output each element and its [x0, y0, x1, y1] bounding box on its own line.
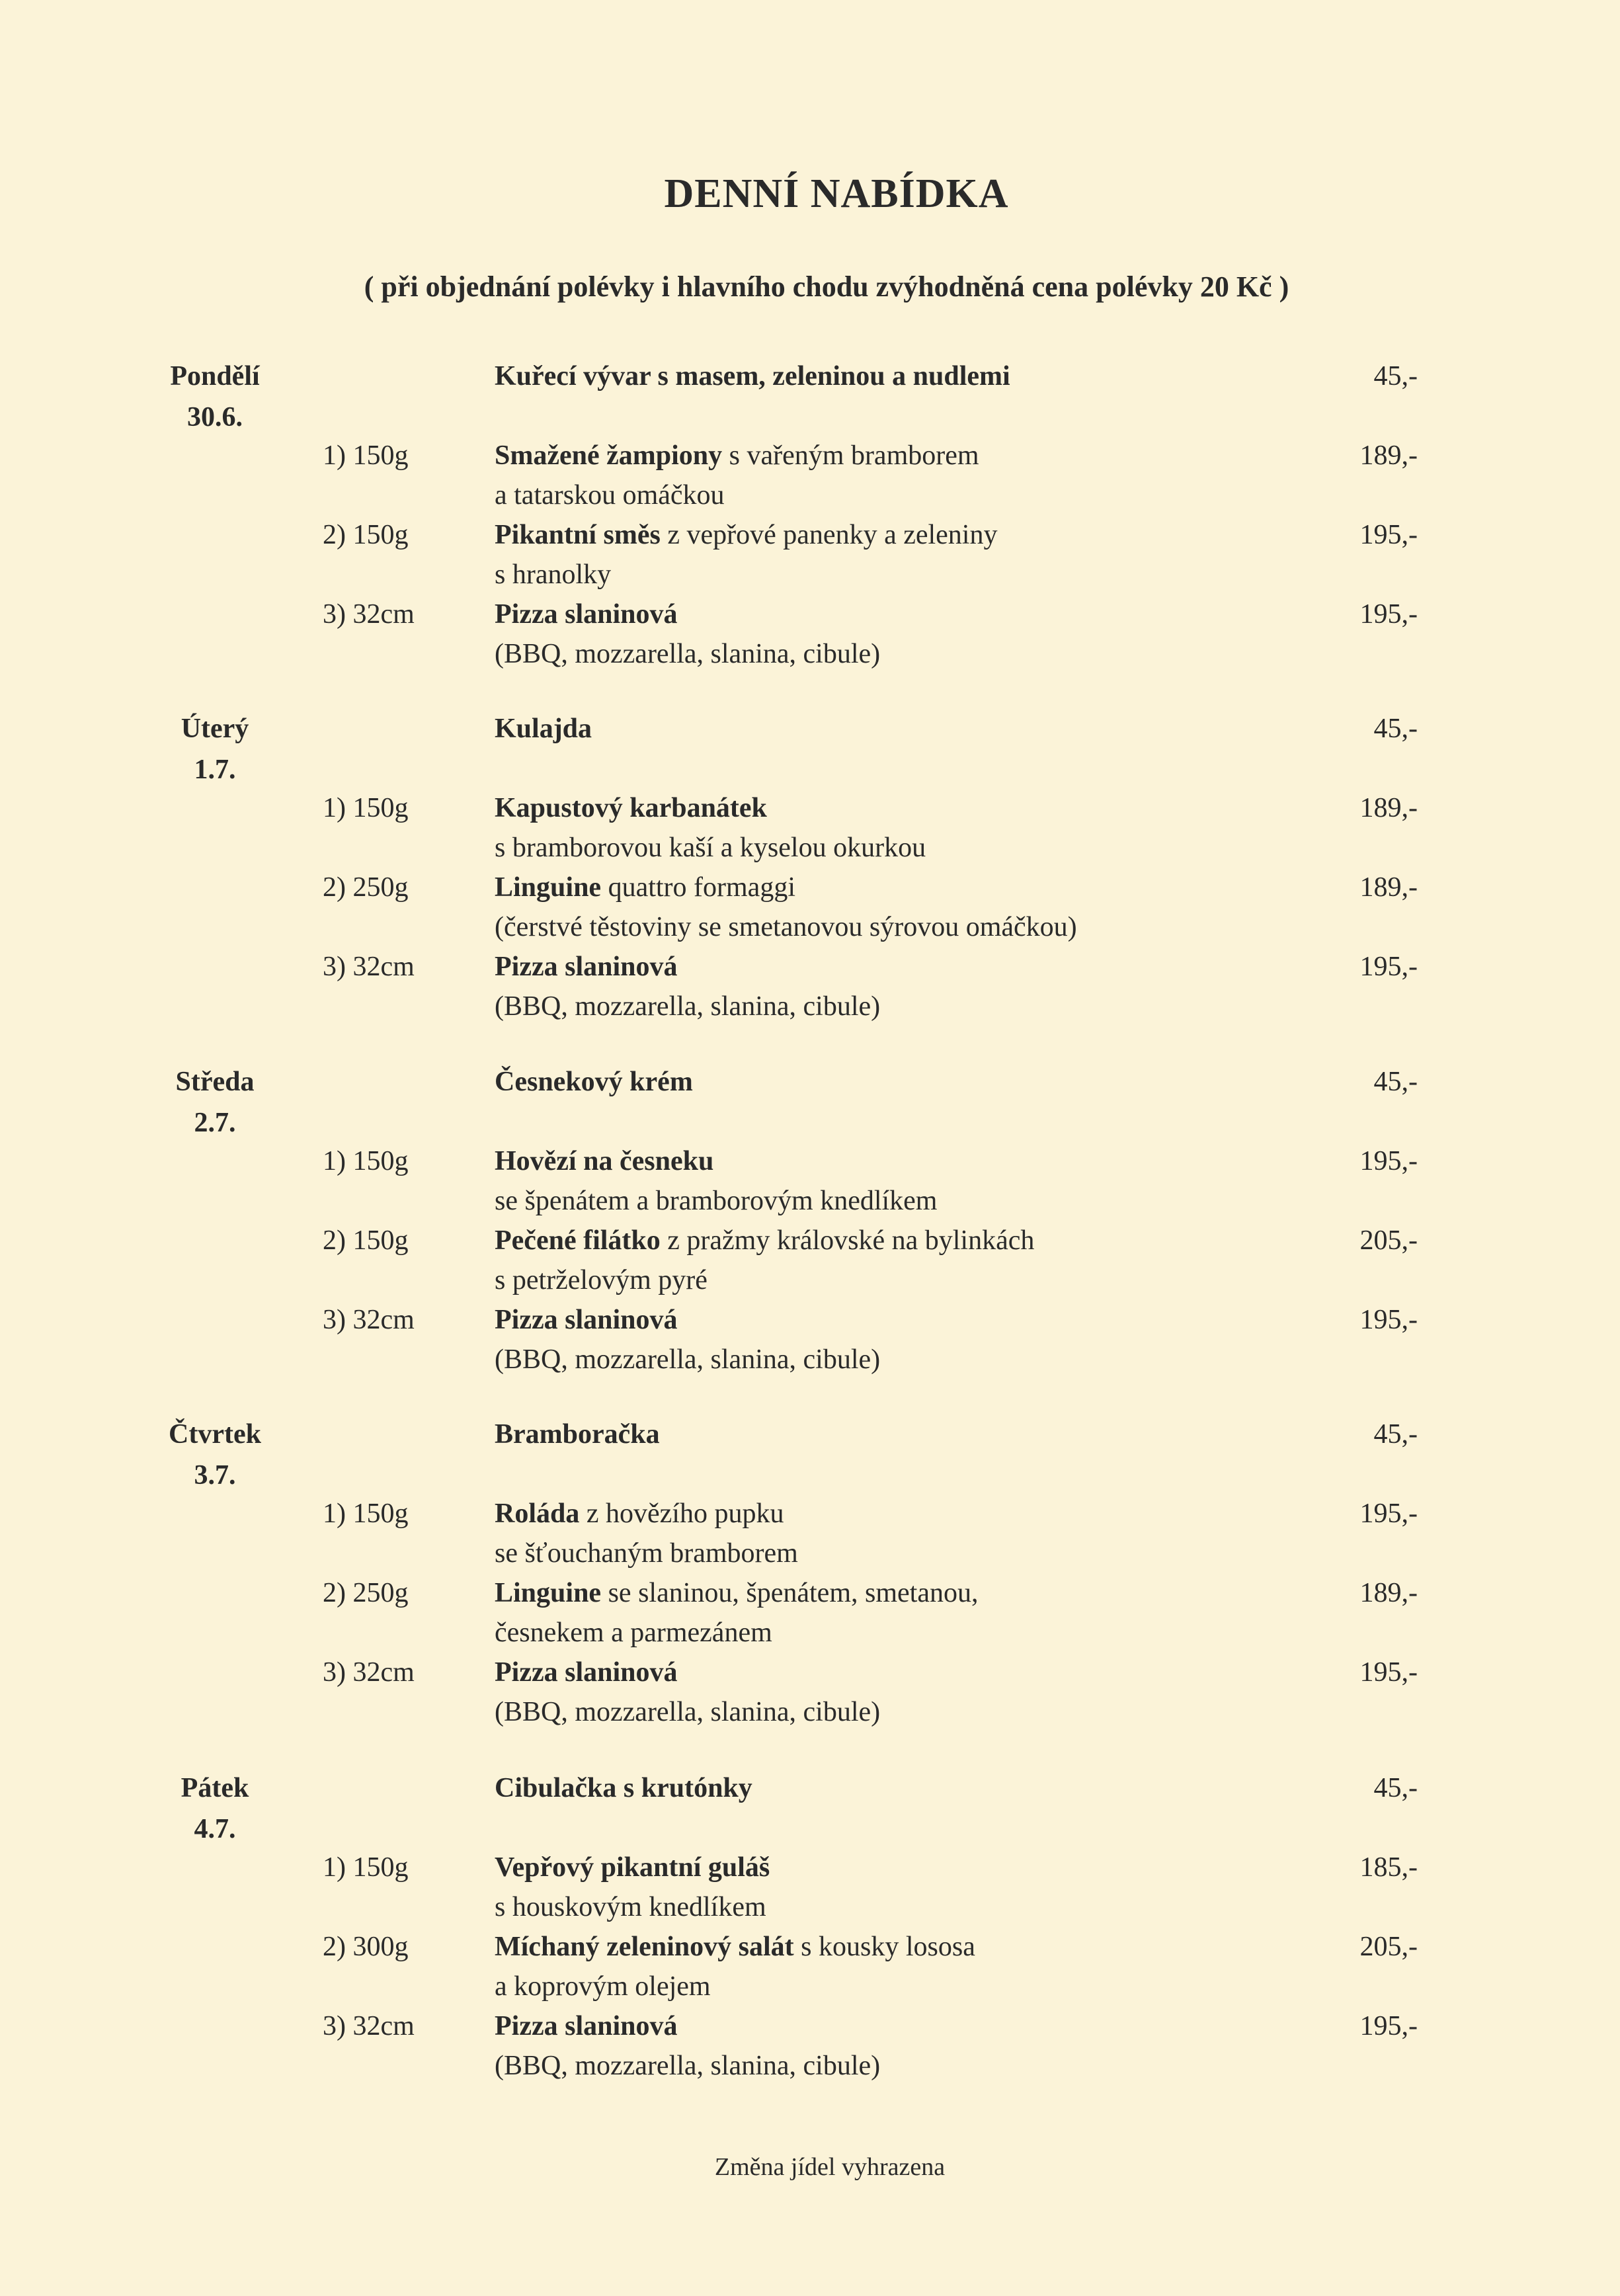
meal-number: 2)	[323, 520, 346, 550]
meal-price: 195,-	[1359, 1657, 1418, 1688]
day-date: 3.7.	[194, 1460, 236, 1491]
meal-price: 189,-	[1359, 1578, 1418, 1608]
meal-weight: 150g	[352, 440, 409, 471]
day-date: 2.7.	[194, 1108, 236, 1138]
meal-name-rest: s vařeným bramborem	[722, 440, 979, 471]
meal-quantity	[323, 792, 409, 824]
meal-description: (BBQ, mozzarella, slanina, cibule)	[495, 2051, 881, 2081]
meal-name-bold: Míchaný zeleninový salát	[495, 1932, 794, 1962]
meal-price: 189,-	[1359, 793, 1418, 823]
meal-name-bold: Roláda	[495, 1498, 580, 1529]
meal-name-rest: z hovězího pupku	[579, 1498, 784, 1529]
meal-name-bold: Pizza slaninová	[495, 2011, 678, 2041]
meal-description: se šťouchaným bramborem	[495, 1538, 798, 1569]
meal-price: 195,-	[1359, 952, 1418, 982]
meal-name-rest: quattro formaggi	[601, 872, 795, 903]
meal-price: 195,-	[1359, 599, 1418, 630]
day-name: Středa	[175, 1067, 255, 1097]
meal-weight: 32cm	[352, 1305, 415, 1335]
meal-weight: 150g	[352, 1852, 409, 1883]
meal-number: 1)	[323, 793, 346, 823]
meal-name	[495, 1145, 713, 1177]
meal-name-bold: Linguine	[495, 1578, 602, 1608]
meal-name-bold: Smažené žampiony	[495, 440, 723, 471]
meal-name-bold: Hovězí na česneku	[495, 1146, 714, 1176]
meal-name	[495, 872, 795, 903]
meal-price: 189,-	[1359, 440, 1418, 471]
meal-price: 185,-	[1359, 1852, 1418, 1883]
meal-quantity	[323, 598, 415, 630]
meal-name-bold: Pečené filátko	[495, 1225, 661, 1256]
meal-name-bold: Pizza slaninová	[495, 599, 678, 630]
meal-name	[495, 1657, 678, 1688]
meal-description: (BBQ, mozzarella, slanina, cibule)	[495, 991, 881, 1022]
soup-price: 45,-	[1373, 1067, 1418, 1097]
day-date: 30.6.	[187, 402, 243, 432]
meal-name-rest: z vepřové panenky a zeleniny	[660, 520, 998, 550]
meal-number: 1)	[323, 1852, 346, 1883]
day-name: Úterý	[181, 714, 249, 744]
meal-quantity	[323, 1657, 415, 1688]
meal-name-rest: z pražmy královské na bylinkách	[660, 1225, 1035, 1256]
soup-name: Kulajda	[495, 714, 592, 744]
meal-name	[495, 519, 997, 551]
meal-weight: 32cm	[352, 1657, 415, 1688]
meal-number: 3)	[323, 1305, 346, 1335]
meal-quantity	[323, 2010, 415, 2042]
meal-weight: 300g	[352, 1932, 409, 1962]
day-name: Pátek	[181, 1773, 249, 1803]
meal-description: (BBQ, mozzarella, slanina, cibule)	[495, 1344, 881, 1375]
meal-number: 3)	[323, 952, 346, 982]
meal-description: s hranolky	[495, 559, 612, 590]
meal-quantity	[323, 872, 409, 903]
meal-description: česnekem a parmezánem	[495, 1618, 772, 1648]
meal-weight: 150g	[352, 1225, 409, 1256]
day-name: Pondělí	[170, 361, 260, 391]
meal-number: 2)	[323, 872, 346, 903]
meal-quantity	[323, 1577, 409, 1609]
meal-name	[495, 792, 767, 824]
soup-name: Česnekový krém	[495, 1067, 693, 1097]
meal-description: a koprovým olejem	[495, 1971, 711, 2002]
meal-description: s houskovým knedlíkem	[495, 1892, 766, 1922]
meal-name-bold: Linguine	[495, 872, 602, 903]
day-date: 1.7.	[194, 755, 236, 785]
soup-price: 45,-	[1373, 1419, 1418, 1450]
meal-description: (BBQ, mozzarella, slanina, cibule)	[495, 1697, 881, 1727]
meal-price: 205,-	[1359, 1225, 1418, 1256]
meal-price: 195,-	[1359, 520, 1418, 550]
meal-quantity	[323, 1498, 409, 1530]
meal-name-bold: Pizza slaninová	[495, 1305, 678, 1335]
meal-name-bold: Vepřový pikantní guláš	[495, 1852, 770, 1883]
meal-description: s bramborovou kaší a kyselou okurkou	[495, 833, 926, 863]
soup-price: 45,-	[1373, 1773, 1418, 1803]
meal-name	[495, 1931, 975, 1963]
soup-name: Cibulačka s krutónky	[495, 1773, 752, 1803]
soup-price: 45,-	[1373, 714, 1418, 744]
day-date: 4.7.	[194, 1814, 236, 1844]
meal-name-bold: Pikantní směs	[495, 520, 661, 550]
meal-price: 195,-	[1359, 1498, 1418, 1529]
meal-name-bold: Kapustový karbanátek	[495, 793, 767, 823]
page-subtitle: ( při objednání polévky i hlavního chodu zvýhodněná cena polévky 20 Kč )	[364, 270, 1289, 303]
meal-name	[495, 2010, 678, 2042]
meal-name	[495, 1498, 784, 1530]
meal-description: s petrželovým pyré	[495, 1265, 708, 1295]
meal-quantity	[323, 951, 415, 983]
meal-weight: 150g	[352, 1498, 409, 1529]
meal-name	[495, 598, 678, 630]
meal-price: 205,-	[1359, 1932, 1418, 1962]
meal-number: 2)	[323, 1578, 346, 1608]
meal-number: 2)	[323, 1225, 346, 1256]
meal-name-bold: Pizza slaninová	[495, 1657, 678, 1688]
meal-quantity	[323, 519, 409, 551]
meal-name-rest: se slaninou, špenátem, smetanou,	[601, 1578, 979, 1608]
meal-price: 195,-	[1359, 1146, 1418, 1176]
meal-name	[495, 951, 678, 983]
meal-number: 2)	[323, 1932, 346, 1962]
meal-price: 189,-	[1359, 872, 1418, 903]
meal-number: 1)	[323, 1498, 346, 1529]
meal-description: a tatarskou omáčkou	[495, 480, 725, 511]
meal-quantity	[323, 1225, 409, 1256]
meal-name-rest: s kousky lososa	[793, 1932, 975, 1962]
meal-weight: 32cm	[352, 952, 415, 982]
meal-number: 3)	[323, 2011, 346, 2041]
meal-quantity	[323, 1145, 409, 1177]
meal-weight: 150g	[352, 1146, 409, 1176]
meal-number: 3)	[323, 1657, 346, 1688]
meal-description: (čerstvé těstoviny se smetanovou sýrovou omáčkou)	[495, 912, 1077, 942]
meal-weight: 150g	[352, 520, 409, 550]
page-title: DENNÍ NABÍDKA	[664, 171, 1009, 216]
meal-name	[495, 440, 979, 472]
meal-name	[495, 1225, 1034, 1256]
meal-name-bold: Pizza slaninová	[495, 952, 678, 982]
meal-weight: 250g	[352, 1578, 409, 1608]
meal-name	[495, 1852, 770, 1883]
soup-name: Bramboračka	[495, 1419, 660, 1450]
meal-number: 1)	[323, 440, 346, 471]
footer-note: Změna jídel vyhrazena	[714, 2153, 946, 2181]
meal-description: (BBQ, mozzarella, slanina, cibule)	[495, 639, 881, 669]
meal-number: 3)	[323, 599, 346, 630]
soup-price: 45,-	[1373, 361, 1418, 391]
meal-name	[495, 1304, 678, 1336]
meal-weight: 32cm	[352, 599, 415, 630]
meal-number: 1)	[323, 1146, 346, 1176]
meal-weight: 150g	[352, 793, 409, 823]
meal-name	[495, 1577, 978, 1609]
soup-name: Kuřecí vývar s masem, zeleninou a nudlemi	[495, 361, 1010, 391]
meal-quantity	[323, 1304, 415, 1336]
meal-description: se špenátem a bramborovým knedlíkem	[495, 1186, 938, 1216]
meal-quantity	[323, 440, 409, 472]
day-name: Čtvrtek	[169, 1419, 261, 1450]
meal-price: 195,-	[1359, 2011, 1418, 2041]
meal-quantity	[323, 1931, 409, 1963]
meal-quantity	[323, 1852, 409, 1883]
meal-price: 195,-	[1359, 1305, 1418, 1335]
meal-weight: 32cm	[352, 2011, 415, 2041]
meal-weight: 250g	[352, 872, 409, 903]
